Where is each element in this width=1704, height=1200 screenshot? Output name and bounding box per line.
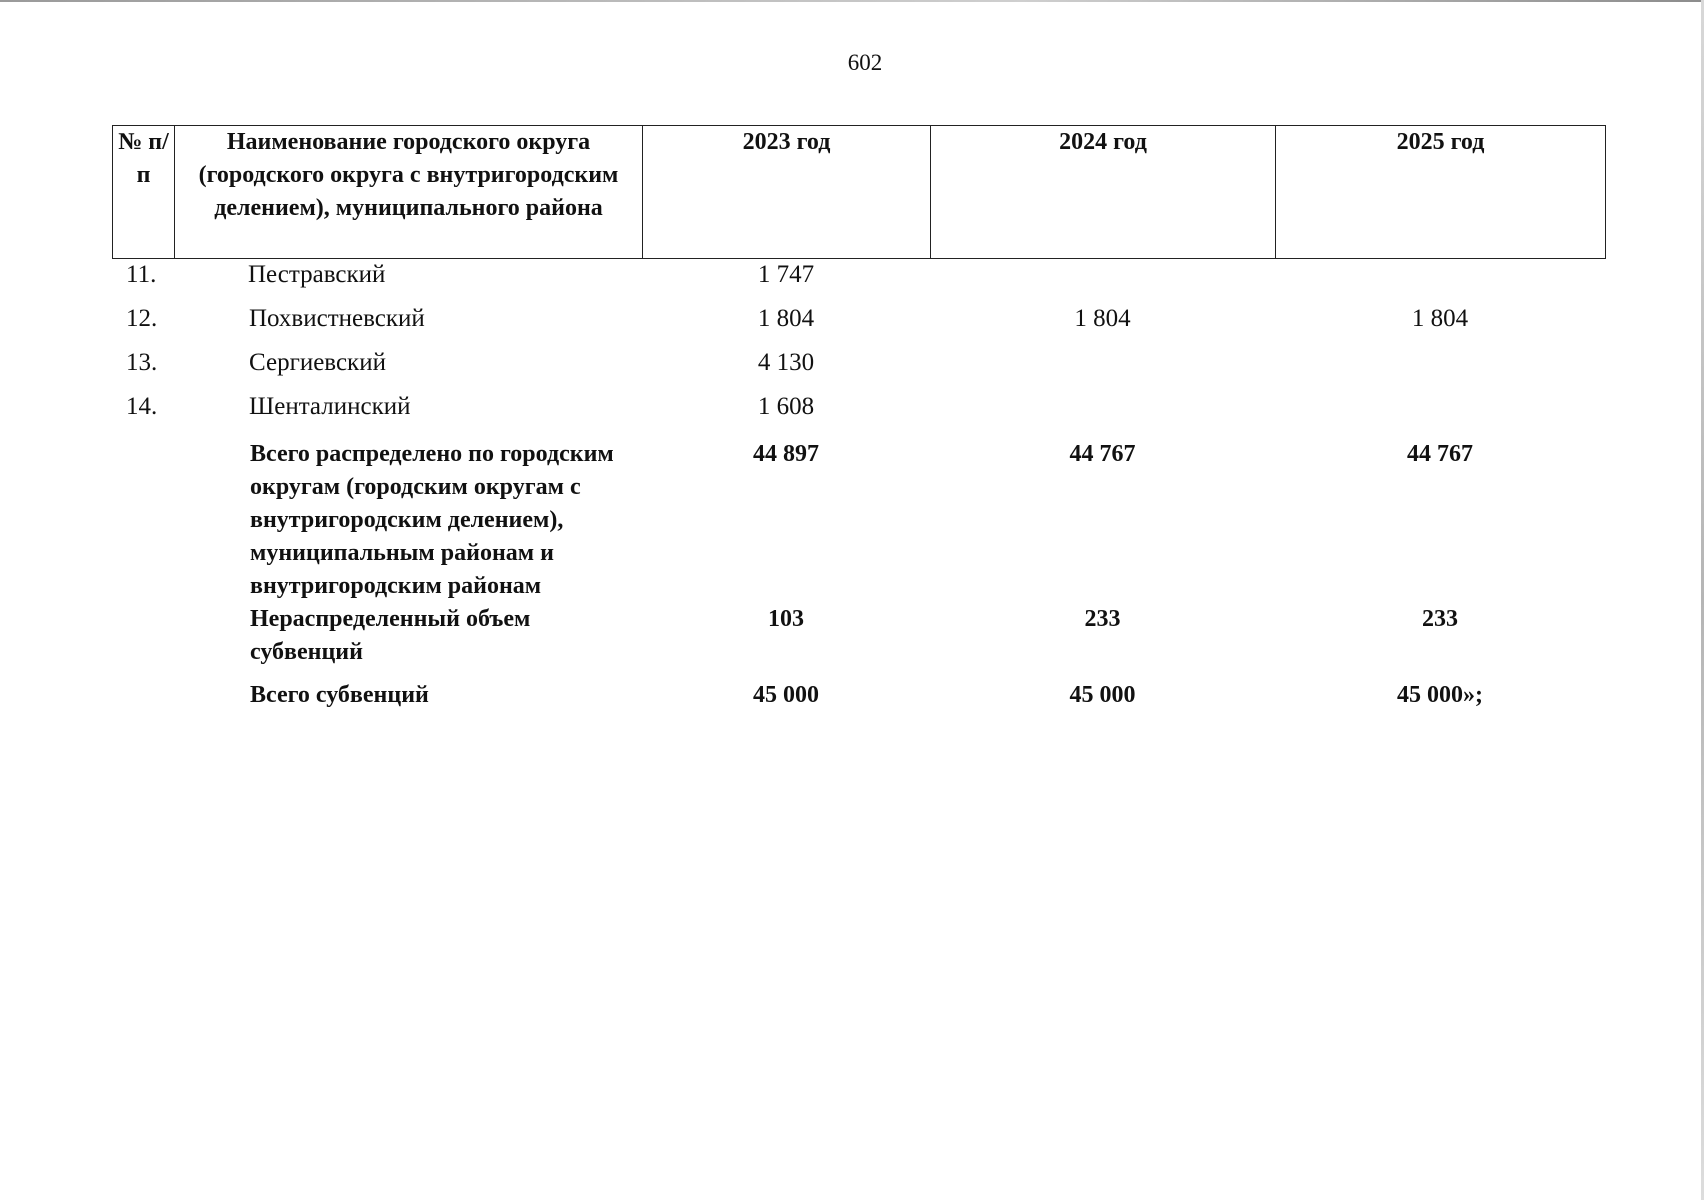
table-row — [112, 258, 1605, 302]
header-name: Наименование городского округа (городского округа с внутригородским делением), муниципального района — [175, 126, 643, 259]
row-2025 — [1275, 346, 1605, 390]
row-name: Пестравский — [248, 261, 386, 288]
row-2025 — [1275, 258, 1605, 302]
table-header — [112, 125, 1606, 259]
table-row — [112, 346, 1605, 390]
page-number: 602 — [847, 50, 883, 75]
table-body — [112, 258, 1605, 712]
total-2025: 44 767 — [1407, 441, 1473, 467]
row-name: Сергиевский — [249, 349, 386, 376]
total-num-empty — [112, 603, 174, 679]
total-row-undistributed — [112, 603, 1605, 679]
total-row-all — [112, 679, 1605, 712]
total-2023: 103 — [768, 606, 804, 632]
total-2023: 44 897 — [753, 441, 819, 467]
row-num: 13. — [126, 349, 158, 376]
header-2023: 2023 год — [643, 126, 931, 259]
header-row — [113, 126, 1606, 259]
row-name: Шенталинский — [249, 393, 411, 420]
row-2024: 1 804 — [1074, 305, 1131, 332]
row-2025: 1 804 — [1411, 305, 1469, 332]
total-2024: 233 — [1084, 606, 1121, 632]
row-2024 — [930, 390, 1275, 434]
total-2025: 233 — [1422, 606, 1458, 632]
total-2024: 44 767 — [1069, 441, 1136, 467]
row-2023: 1 747 — [757, 261, 815, 288]
row-2025 — [1275, 390, 1605, 434]
total-num-empty — [112, 434, 174, 603]
header-2025: 2025 год — [1276, 126, 1606, 259]
table-row — [112, 302, 1605, 346]
total-num-empty — [112, 679, 174, 712]
table-row — [112, 390, 1605, 434]
total-2024: 45 000 — [1069, 682, 1136, 708]
total-2023: 45 000 — [753, 682, 819, 708]
row-num: 14. — [126, 393, 158, 420]
total-name: Всего распределено по городским округам (городским округам с внутригородским делением), муниципальным районам и внутригородским районам — [250, 441, 614, 599]
total-row-distributed — [112, 434, 1605, 603]
total-name: Нераспределенный объем субвенций — [250, 606, 531, 665]
row-2023: 1 608 — [757, 393, 815, 420]
row-2024 — [930, 258, 1275, 302]
row-2023: 4 130 — [757, 349, 815, 376]
total-2025: 45 000»; — [1397, 682, 1483, 708]
scan-edge-top — [0, 0, 1704, 2]
row-2023: 1 804 — [757, 305, 815, 332]
header-2024: 2024 год — [931, 126, 1276, 259]
row-2024 — [930, 346, 1275, 390]
row-name: Похвистневский — [249, 305, 425, 332]
row-num: 12. — [126, 305, 158, 332]
header-num: № п/п — [113, 126, 175, 259]
total-name: Всего субвенций — [250, 682, 429, 708]
row-num: 11. — [126, 261, 157, 288]
